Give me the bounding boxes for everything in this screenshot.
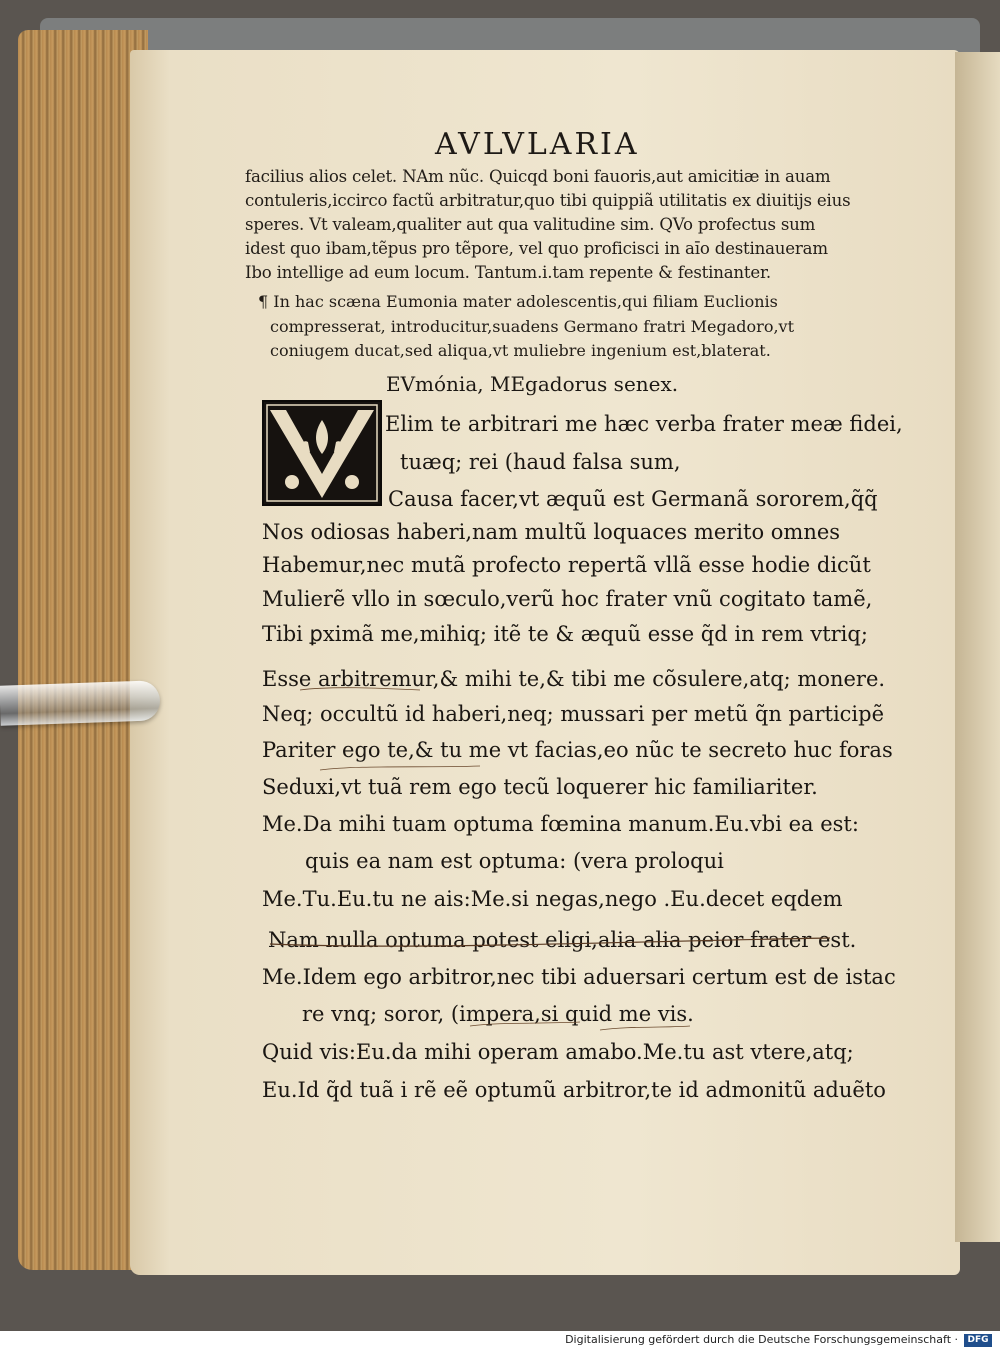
verse-line: Mulierẽ vllo in sœculo,verũ hoc frater vnũ cogitato tamẽ,: [262, 587, 873, 611]
verse-line: Quid vis:Eu.da mihi operam amabo.Me.tu ast vtere,atq;: [262, 1040, 854, 1064]
verse-line: Nos odiosas haberi,nam multũ loquaces merito omnes: [262, 520, 841, 544]
verse-line: Elim te arbitrari me hæc verba frater meæ fidei,: [385, 412, 903, 436]
commentary-line: idest quo ibam,tẽpus pro tẽpore, vel quo proficisci in aı̄o destinaueram: [245, 239, 828, 258]
verse-line: Me.Da mihi tuam optuma fœmina manum.Eu.vbi ea est:: [262, 812, 859, 836]
verse-line: Me.Tu.Eu.tu ne ais:Me.si negas,nego .Eu.decet eqdem: [262, 887, 843, 911]
commentary-line: facilius alios celet. NAm nũc. Quicqd boni fauoris,aut amicitiæ in auam: [245, 167, 831, 186]
glass-rod-page-holder: [0, 680, 161, 726]
verse-line: re vnq; soror, (impera,si quid me vis.: [302, 1002, 694, 1026]
scene-note-line: ¶ In hac scæna Eumonia mater adolescentis,qui filiam Euclionis: [258, 292, 778, 311]
commentary-line: speres. Vt valeam,qualiter aut qua valitudine sim. QVo profectus sum: [245, 215, 816, 234]
verse-line: Habemur,nec mutã profecto repertã vllã esse hodie dicũt: [262, 553, 871, 577]
commentary-line: contuleris,iccirco factũ arbitratur,quo tibi quippiã utilitatis ex diuitijs eius: [245, 191, 851, 210]
speaker-heading: EVmónia, MEgadorus senex.: [386, 372, 679, 396]
verse-line: Tibi ꝑximã me,mihiq; itẽ te & æquũ esse q̃d in rem vtriq;: [262, 622, 868, 646]
scene-note-line: coniugem ducat,sed aliqua,vt muliebre ingenium est,blaterat.: [270, 341, 771, 360]
verse-line: tuæq; rei (haud falsa sum,: [400, 450, 681, 474]
verse-line: Pariter ego te,& tu me vt facias,eo nũc te secreto huc foras: [262, 738, 893, 762]
verse-line: Me.Idem ego arbitror,nec tibi aduersari certum est de istac: [262, 965, 896, 989]
verse-line: Neq; occultũ id haberi,neq; mussari per metũ q̃n participẽ: [262, 702, 885, 726]
scene-note-line: compresserat, introducitur,suadens Germano fratri Megadoro,vt: [270, 317, 795, 336]
verse-line: quis ea nam est optuma: (vera proloqui: [305, 849, 724, 873]
footer-bar: [0, 1331, 1000, 1351]
verse-line: Eu.Id q̃d tuã i rẽ eẽ optumũ arbitror,te id admonitũ aduẽto: [262, 1078, 886, 1102]
verse-line: Nam nulla optuma potest eligi,alia alia peior frater est.: [268, 928, 857, 952]
running-title: AVLVLARIA: [435, 127, 640, 162]
footer-credit: Digitalisierung gefördert durch die Deutsche Forschungsgemeinschaft ·: [565, 1333, 958, 1346]
verse-line: Esse arbitremur,& mihi te,& tibi me cõsulere,atq; monere.: [262, 667, 886, 691]
commentary-line: Ibo intellige ad eum locum. Tantum.i.tam repente & festinanter.: [245, 263, 771, 282]
verse-line: Seduxi,vt tuã rem ego tecũ loquerer hic familiariter.: [262, 775, 818, 799]
dfg-logo: DFG: [964, 1334, 992, 1347]
verse-line: Causa facer,vt æquũ est Germanã sororem,q̃q̃: [388, 487, 878, 511]
